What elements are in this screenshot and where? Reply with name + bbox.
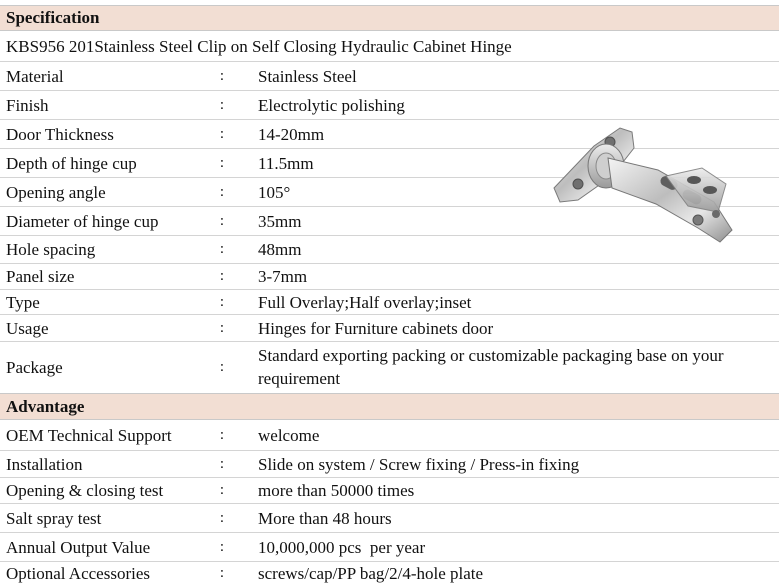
adv-value: Slide on system / Screw fixing / Press-in fixing [258,454,580,474]
product-title: KBS956 201Stainless Steel Clip on Self Closing Hydraulic Cabinet Hinge [6,37,512,56]
adv-value: screws/cap/PP bag/2/4-hole plate [258,564,484,583]
adv-colon: : [219,455,225,472]
spec-label: Opening angle [6,182,106,202]
adv-row-accessories [0,562,779,585]
spec-value: Standard exporting packing or customizable packaging base on your requirement [258,346,724,388]
adv-value: welcome [258,426,320,445]
spec-label: Depth of hinge cup [6,153,137,173]
spec-label: Usage [6,318,49,338]
adv-label: Optional Accessories [6,564,150,583]
spec-label: Panel size [6,267,75,286]
adv-row-salt-spray [0,504,779,532]
spec-label: Diameter of hinge cup [6,211,159,231]
adv-colon: : [219,427,225,443]
spec-colon: : [219,358,225,375]
spec-value: 48mm [258,240,302,259]
adv-colon: : [219,565,225,581]
spec-row-package [0,342,779,392]
spec-value: 105° [258,182,291,202]
spec-value: Stainless Steel [258,66,357,86]
specification-header [0,5,779,31]
adv-colon: : [219,538,225,555]
adv-value: more than 50000 times [258,481,415,500]
advantage-header [0,393,779,420]
spec-row-usage [0,315,779,341]
adv-value: More than 48 hours [258,508,392,528]
spec-colon: : [219,67,225,84]
spec-colon: : [219,212,225,229]
adv-label: Opening & closing test [6,481,164,500]
spec-colon: : [219,154,225,171]
spec-value: 3-7mm [258,267,308,286]
adv-row-open-close-test [0,478,779,503]
spec-label: Material [6,66,64,86]
spec-value: Hinges for Furniture cabinets door [258,318,494,338]
spec-label: Hole spacing [6,240,96,259]
spec-colon: : [219,183,225,200]
adv-label: Installation [6,454,83,474]
spec-row-finish [0,91,779,119]
spec-value: Electrolytic polishing [258,95,405,115]
spec-value: Full Overlay;Half overlay;inset [258,292,472,312]
spec-value: 14-20mm [258,124,325,144]
spec-colon: : [219,241,225,257]
spec-label: Door Thickness [6,124,114,144]
spec-label: Package [6,357,63,377]
adv-label: Annual Output Value [6,537,151,557]
adv-label: OEM Technical Support [6,426,172,445]
adv-row-annual-output [0,533,779,561]
spec-row-panel-size [0,264,779,289]
spec-label: Type [6,292,40,312]
adv-row-oem [0,421,779,450]
product-image [548,118,748,258]
product-title-row [0,32,779,61]
adv-label: Salt spray test [6,508,102,528]
adv-value: 10,000,000 pcs per year [258,537,426,557]
spec-value: 11.5mm [258,153,314,173]
spec-colon: : [219,96,225,113]
adv-row-installation [0,451,779,477]
spec-value: 35mm [258,211,302,231]
adv-colon: : [219,482,225,498]
spec-label: Finish [6,95,49,115]
spec-colon: : [219,293,225,310]
specification-header-label: Specification [6,8,100,27]
spec-colon: : [219,319,225,336]
spec-colon: : [219,268,225,284]
spec-colon: : [219,125,225,142]
spec-row-type [0,290,779,314]
adv-colon: : [219,509,225,526]
spec-row-material [0,62,779,90]
advantage-header-label: Advantage [6,396,85,416]
cabinet-hinge-icon [548,118,748,258]
